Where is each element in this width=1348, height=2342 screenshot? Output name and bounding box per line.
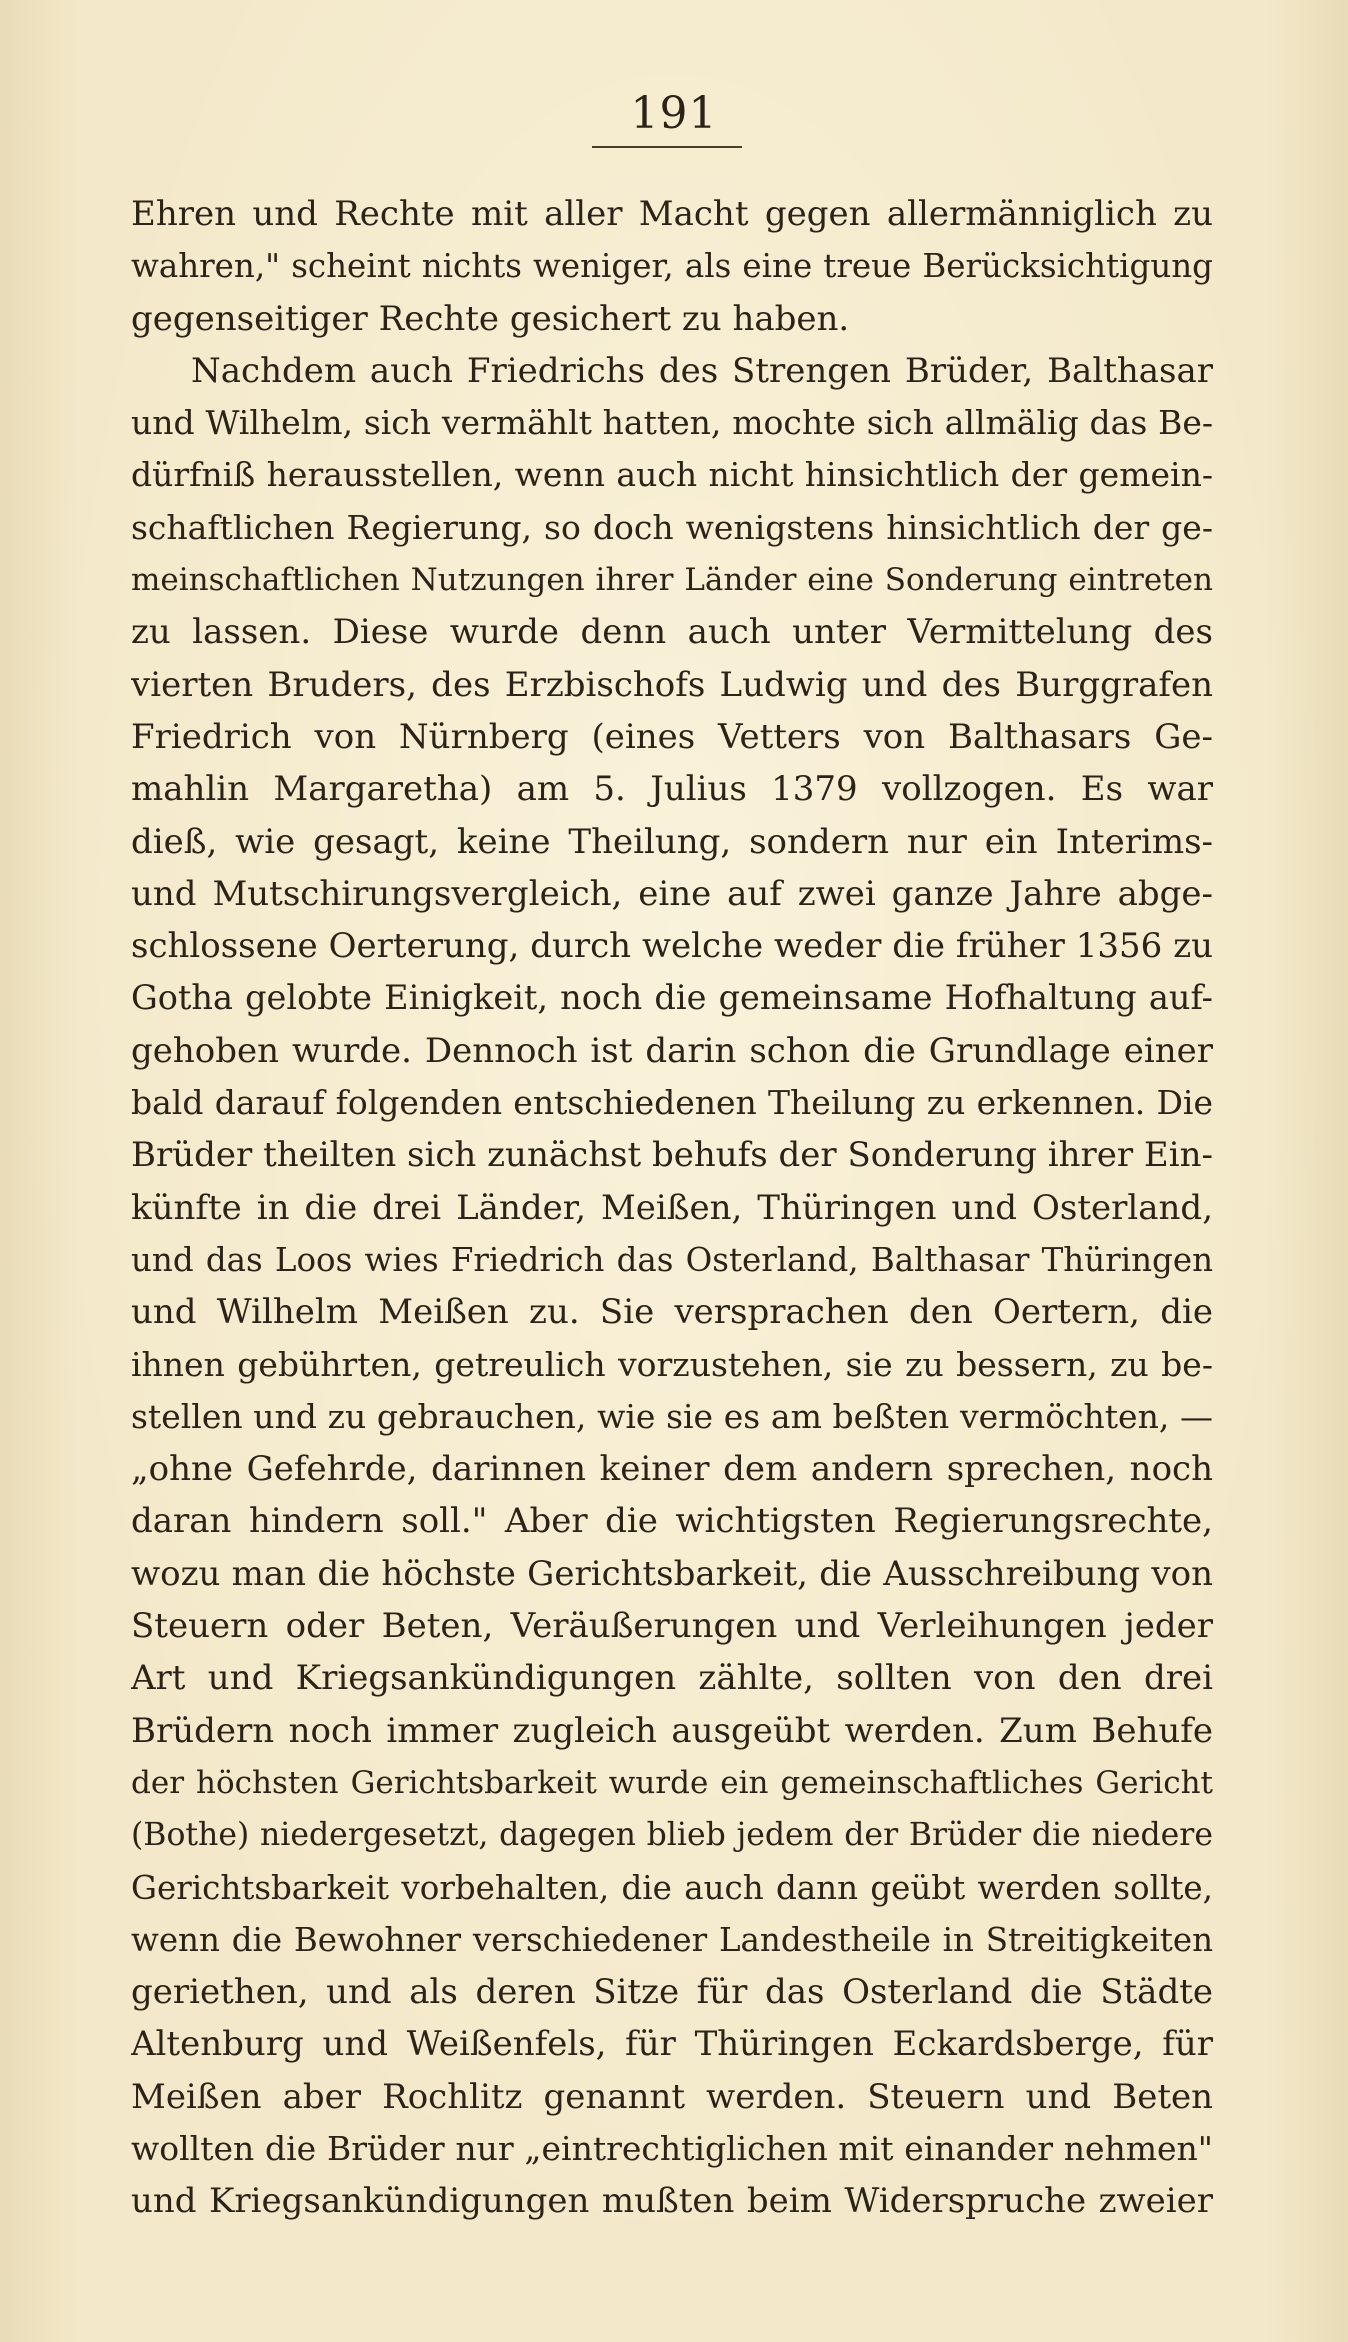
text-line: zu lassen. Diese wurde denn auch unter Vermittelung des — [131, 612, 1213, 653]
text-line: ihnen gebührten, getreulich vorzustehen, sie zu bessern, zu be- — [131, 1344, 1213, 1384]
text-line: Brüdern noch immer zugleich ausgeübt werden. Zum Behufe — [131, 1710, 1213, 1751]
text-line: Meißen aber Rochlitz genannt werden. Steuern und Beten — [131, 2076, 1213, 2117]
text-line: dürfniß herausstellen, wenn auch nicht hinsichtlich der gemein- — [131, 455, 1213, 495]
text-line: gegenseitiger Rechte gesichert zu haben. — [131, 298, 850, 339]
text-line: Brüder theilten sich zunächst behufs der Sonderung ihrer Ein- — [131, 1135, 1213, 1176]
text-line: und Mutschirungsvergleich, eine auf zwei ganze Jahre abge- — [131, 873, 1213, 914]
text-line: wozu man die höchste Gerichtsbarkeit, die Ausschreibung von — [131, 1553, 1213, 1594]
text-line: Gerichtsbarkeit vorbehalten, die auch dann geübt werden sollte, — [131, 1868, 1213, 1907]
text-line: und Kriegsankündigungen mußten beim Widerspruche zweier — [131, 2181, 1213, 2222]
body-text — [131, 188, 1213, 2228]
text-line: vierten Bruders, des Erzbischofs Ludwig und des Burggrafen — [131, 664, 1213, 705]
text-line: Nachdem auch Friedrichs des Strengen Brüder, Balthasar — [191, 350, 1213, 391]
text-line: künfte in die drei Länder, Meißen, Thüringen und Osterland, — [131, 1187, 1213, 1228]
text-line: mahlin Margaretha) am 5. Julius 1379 vollzogen. Es war — [131, 769, 1213, 810]
text-line: meinschaftlichen Nutzungen ihrer Länder eine Sonderung eintreten — [131, 562, 1213, 599]
text-line: gehoben wurde. Dennoch ist darin schon die Grundlage einer — [131, 1030, 1213, 1071]
text-line: geriethen, und als deren Sitze für das Osterland die Städte — [131, 1972, 1213, 2013]
text-line: wenn die Bewohner verschiedener Landestheile in Streitigkeiten — [131, 1920, 1213, 1959]
text-line: Altenburg und Weißenfels, für Thüringen Eckardsberge, für — [131, 2024, 1213, 2065]
text-line: daran hindern soll." Aber die wichtigsten Regierungsrechte, — [131, 1501, 1213, 1542]
text-line: und Wilhelm, sich vermählt hatten, mochte sich allmälig das Be- — [131, 403, 1213, 443]
page-number: 191 — [630, 88, 718, 139]
text-line: bald darauf folgenden entschiedenen Theilung zu erkennen. Die — [131, 1083, 1213, 1123]
text-line: wollten die Brüder nur „eintrechtiglichen mit einander nehmen" — [131, 2128, 1213, 2168]
text-line: wahren," scheint nichts weniger, als eine treue Berücksichtigung — [131, 247, 1213, 286]
text-line: Friedrich von Nürnberg (eines Vetters von Balthasars Ge- — [131, 716, 1213, 757]
text-line: Art und Kriegsankündigungen zählte, sollten von den drei — [131, 1658, 1213, 1699]
text-line: und Wilhelm Meißen zu. Sie versprachen den Oertern, die — [131, 1292, 1213, 1333]
text-line: Gotha gelobte Einigkeit, noch die gemeinsame Hofhaltung auf- — [131, 978, 1213, 1018]
text-line: schaftlichen Regierung, so doch wenigstens hinsichtlich der ge- — [131, 507, 1213, 547]
text-line: und das Loos wies Friedrich das Osterland, Balthasar Thüringen — [131, 1240, 1213, 1279]
text-line: Ehren und Rechte mit aller Macht gegen allermänniglich zu — [131, 194, 1213, 234]
text-line: „ohne Gefehrde, darinnen keiner dem andern sprechen, noch — [131, 1449, 1213, 1490]
text-line: (Bothe) niedergesetzt, dagegen blieb jedem der Brüder die niedere — [131, 1817, 1213, 1854]
text-line: Steuern oder Beten, Veräußerungen und Verleihungen jeder — [131, 1606, 1213, 1647]
text-line: schlossene Oerterung, durch welche weder die früher 1356 zu — [131, 926, 1213, 967]
text-line: dieß, wie gesagt, keine Theilung, sondern nur ein Interims- — [131, 821, 1213, 862]
text-line: stellen und zu gebrauchen, wie sie es am beßten vermöchten, — — [131, 1396, 1213, 1436]
header-rule — [592, 146, 742, 148]
text-line: der höchsten Gerichtsbarkeit wurde ein gemeinschaftliches Gericht — [131, 1764, 1213, 1801]
